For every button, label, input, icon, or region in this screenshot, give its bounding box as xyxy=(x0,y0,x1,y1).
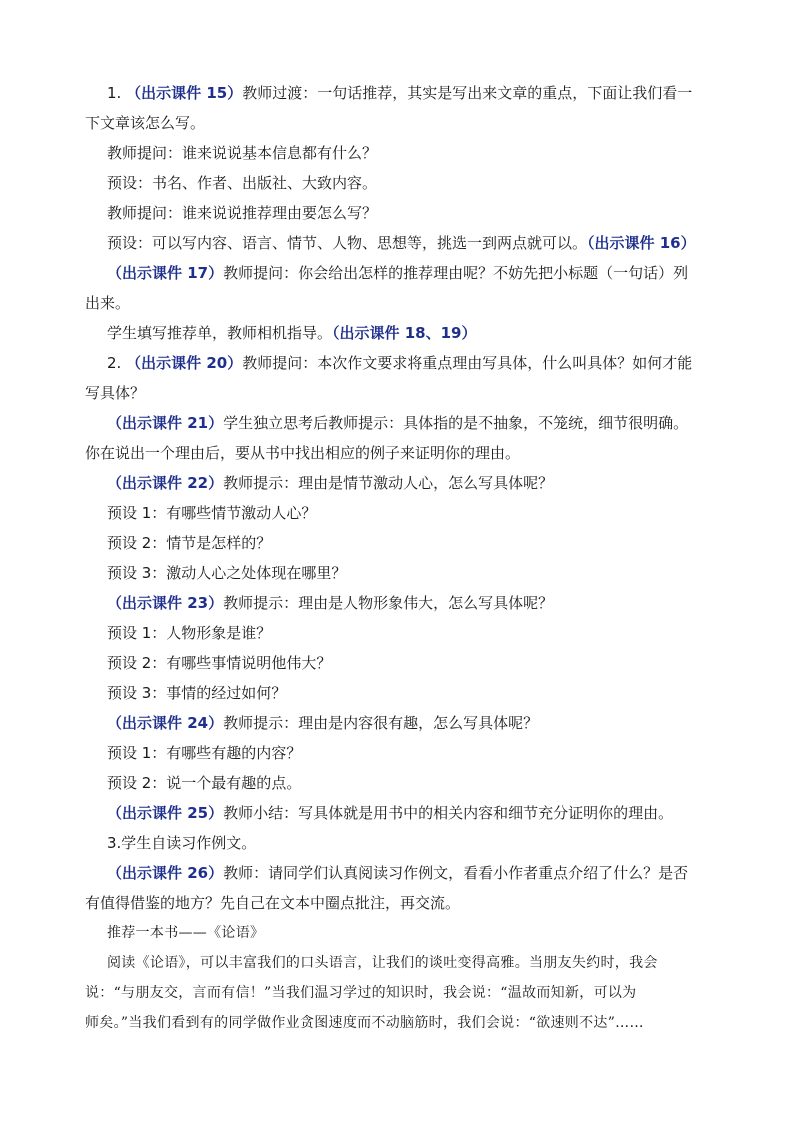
courseware-marker: （出示课件 24） xyxy=(107,714,224,732)
lesson-body xyxy=(85,78,733,918)
courseware-marker: （出示课件 16） xyxy=(587,234,696,252)
courseware-marker: （出示课件 18、19） xyxy=(332,324,477,342)
paragraph-line xyxy=(107,678,733,708)
text-segment: 教师提示：理由是内容很有趣，怎么写具体呢？ xyxy=(223,714,539,732)
example-essay xyxy=(85,918,733,1038)
text-segment: 教师提问：谁来说说基本信息都有什么？ xyxy=(107,144,378,162)
paragraph-line xyxy=(107,318,733,348)
text-segment: 教师提问：本次作文要求将重点理由写具体，什么叫具体？如何才能 xyxy=(242,354,693,372)
text-segment: 教师过渡：一句话推荐，其实是写出来文章的重点，下面让我们看一 xyxy=(242,84,693,102)
paragraph-line xyxy=(107,198,733,228)
paragraph-line xyxy=(107,168,733,198)
text-segment: 写具体？ xyxy=(85,384,146,402)
text-segment: 2. xyxy=(107,354,127,372)
example-title: 推荐一本书——《论语》 xyxy=(107,925,265,941)
text-segment: 3.学生自读习作例文。 xyxy=(107,834,257,852)
text-segment: 下文章该怎么写。 xyxy=(85,114,206,132)
paragraph-line xyxy=(107,258,733,288)
text-segment: 学生填写推荐单，教师相机指导。 xyxy=(107,324,333,342)
text-segment: 教师提问：谁来说说推荐理由要怎么写？ xyxy=(107,204,378,222)
text-segment: 预设 3：激动人心之处体现在哪里？ xyxy=(107,564,347,582)
paragraph-line xyxy=(85,288,733,318)
paragraph-line xyxy=(107,228,733,258)
text-segment: 学生独立思考后教师提示：具体指的是不抽象，不笼统，细节很明确。 xyxy=(223,414,689,432)
paragraph-line xyxy=(85,378,733,408)
paragraph-line xyxy=(107,138,733,168)
example-line: 阅读《论语》，可以丰富我们的口头语言，让我们的谈吐变得高雅。当朋友失约时，我会 xyxy=(107,955,658,971)
text-segment: 预设 1：人物形象是谁？ xyxy=(107,624,272,642)
courseware-marker: （出示课件 20） xyxy=(126,354,243,372)
paragraph-line xyxy=(107,738,733,768)
example-line: 师矣。”当我们看到有的同学做作业贪图速度而不动脑筋时，我们会说：“欲速则不达”…… xyxy=(85,1015,644,1031)
courseware-marker: （出示课件 23） xyxy=(107,594,224,612)
text-segment: 预设：可以写内容、语言、情节、人物、思想等，挑选一到两点就可以。 xyxy=(107,234,588,252)
text-segment: 预设 1：有哪些有趣的内容？ xyxy=(107,744,302,762)
paragraph-line xyxy=(85,108,733,138)
paragraph-line xyxy=(107,78,733,108)
paragraph-line xyxy=(107,558,733,588)
courseware-marker: （出示课件 22） xyxy=(107,474,224,492)
paragraph-line xyxy=(107,528,733,558)
lesson-document xyxy=(85,78,733,1038)
paragraph-line xyxy=(107,348,733,378)
paragraph-line xyxy=(107,828,733,858)
text-segment: 有值得借鉴的地方？先自己在文本中圈点批注，再交流。 xyxy=(85,894,461,912)
paragraph-line xyxy=(107,618,733,648)
text-segment: 1. xyxy=(107,84,127,102)
paragraph-line xyxy=(107,468,733,498)
text-segment: 预设 3：事情的经过如何？ xyxy=(107,684,287,702)
courseware-marker: （出示课件 26） xyxy=(107,864,224,882)
text-segment: 预设 2：说一个最有趣的点。 xyxy=(107,774,302,792)
paragraph-line xyxy=(107,858,733,888)
text-segment: 预设 2：情节是怎样的？ xyxy=(107,534,272,552)
paragraph-line xyxy=(85,888,733,918)
paragraph-line xyxy=(107,498,733,528)
courseware-marker: （出示课件 17） xyxy=(107,264,224,282)
courseware-marker: （出示课件 21） xyxy=(107,414,224,432)
text-segment: 教师提问：你会给出怎样的推荐理由呢？不妨先把小标题（一句话）列 xyxy=(223,264,689,282)
courseware-marker: （出示课件 15） xyxy=(126,84,243,102)
text-segment: 预设 1：有哪些情节激动人心？ xyxy=(107,504,317,522)
text-segment: 你在说出一个理由后，要从书中找出相应的例子来证明你的理由。 xyxy=(85,444,521,462)
paragraph-line xyxy=(107,798,733,828)
text-segment: 教师：请同学们认真阅读习作例文，看看小作者重点介绍了什么？是否 xyxy=(223,864,689,882)
text-segment: 教师提示：理由是人物形象伟大，怎么写具体呢？ xyxy=(223,594,554,612)
example-line: 说：“与朋友交，言而有信！”当我们温习学过的知识时，我会说：“温故而知新，可以为 xyxy=(85,985,637,1001)
text-segment: 教师提示：理由是情节激动人心，怎么写具体呢？ xyxy=(223,474,554,492)
text-segment: 预设 2：有哪些事情说明他伟大？ xyxy=(107,654,332,672)
paragraph-line xyxy=(107,768,733,798)
text-segment: 预设：书名、作者、出版社、大致内容。 xyxy=(107,174,378,192)
example-text xyxy=(85,948,733,1038)
paragraph-line xyxy=(85,438,733,468)
paragraph-line xyxy=(107,588,733,618)
paragraph-line xyxy=(107,648,733,678)
paragraph-line xyxy=(107,708,733,738)
courseware-marker: （出示课件 25） xyxy=(107,804,224,822)
text-segment: 教师小结：写具体就是用书中的相关内容和细节充分证明你的理由。 xyxy=(223,804,674,822)
text-segment: 出来。 xyxy=(85,294,131,312)
paragraph-line xyxy=(107,408,733,438)
